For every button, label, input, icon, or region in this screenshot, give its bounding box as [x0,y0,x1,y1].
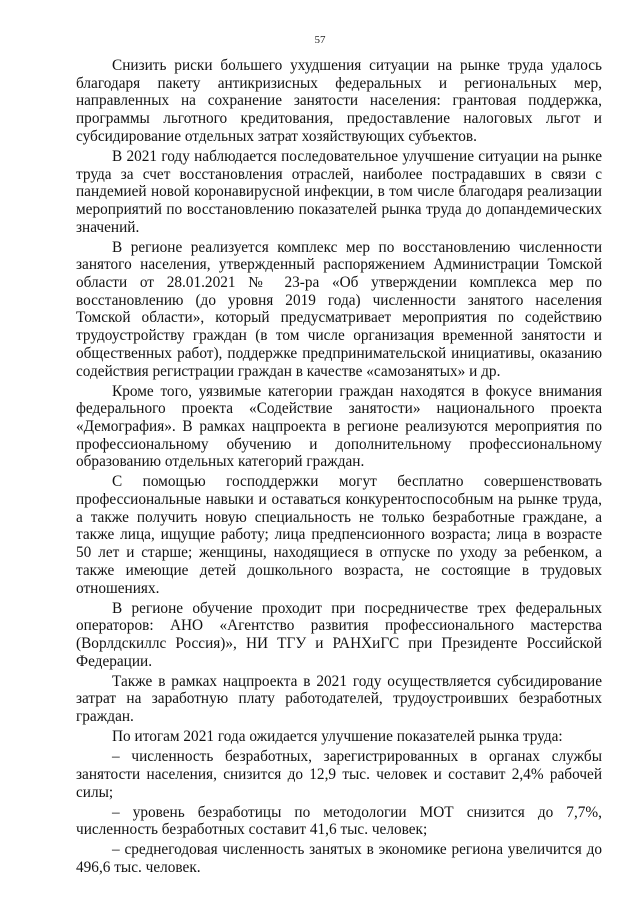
document-body [76,57,602,879]
paragraph-vulnerable-categories: Кроме того, уязвимые категории граждан находятся в фокусе внимания федерального проекта «Содействие занятости» национального проекта «Демография». В рамках нацпроекта в регионе реализуются мероприятия по профессиональному обучению и дополнительному профессиональному образованию отдельных категорий граждан. [76,382,602,471]
paragraph-federal-operators: В регионе обучение проходит при посредничестве трех федеральных операторов: АНО «Агентство развития профессионального мастерства (Ворлдскиллс Россия)», НИ ТГУ и РАНХиГС при Президенте Российской Федерации. [76,599,602,670]
paragraph-state-support: С помощью господдержки могут бесплатно совершенствовать профессиональные навыки и оставаться конкурентоспособным на рынке труда, а также получить новую специальность не только безработные граждане, а также лица, ищущие работу; лица предпенсионного возраста; лица в возрасте 50 лет и старше; женщины, находящиеся в отпуске по уходу за ребенком, а также имеющие детей дошкольного возраста, не состоящие в трудовых отношениях. [76,473,602,597]
list-item-employment-growth: – среднегодовая численность занятых в экономике региона увеличится до 496,6 тыс. человек. [76,841,602,876]
paragraph-regional-measures: В регионе реализуется комплекс мер по восстановлению численности занятого населения, утвержденный распоряжением Администрации Томской области от 28.01.2021 № 23-ра «Об утверждении комплекса мер по восстановлению (до уровня 2019 года) численности занятого населения Томской области», который предусматривает мероприятия по содействию трудоустройству граждан (в том числе организация временной занятости и общественных работ), поддержке предпринимательской инициативы, оказанию содействия регистрации граждан в качестве «самозанятых» и др. [76,238,602,380]
list-item-registered-unemployed: – численность безработных, зарегистрированных в органах службы занятости населения, снизится до 12,9 тыс. человек и составит 2,4% рабочей силы; [76,748,602,801]
paragraph-anticrisis-measures: Снизить риски большего ухудшения ситуации на рынке труда удалось благодаря пакету антикризисных федеральных и региональных мер, направленных на сохранение занятости населения: грантовая поддержка, программы льготного кредитования, предоставление налоговых льгот и субсидирование отдельных затрат хозяйствующих субъектов. [76,57,602,145]
paragraph-expected-results: По итогам 2021 года ожидается улучшение показателей рынка труда: [112,728,563,746]
list-item-ilo-unemployment: – уровень безработицы по методологии МОТ снизится до 7,7%, численность безработных составит 41,6 тыс. человек; [76,803,602,839]
page-number: 57 [314,34,326,46]
paragraph-2021-improvement: В 2021 году наблюдается последовательное улучшение ситуации на рынке труда за счет восстановления отраслей, наиболее пострадавших в связи с пандемией новой коронавирусной инфекции, в том числе благодаря реализации мероприятий по восстановлению показателей рынка труда до допандемических значений. [76,147,602,236]
paragraph-wage-subsidies: Также в рамках нацпроекта в 2021 году осуществляется субсидирование затрат на заработную плату работодателей, трудоустроивших безработных граждан. [76,672,602,726]
